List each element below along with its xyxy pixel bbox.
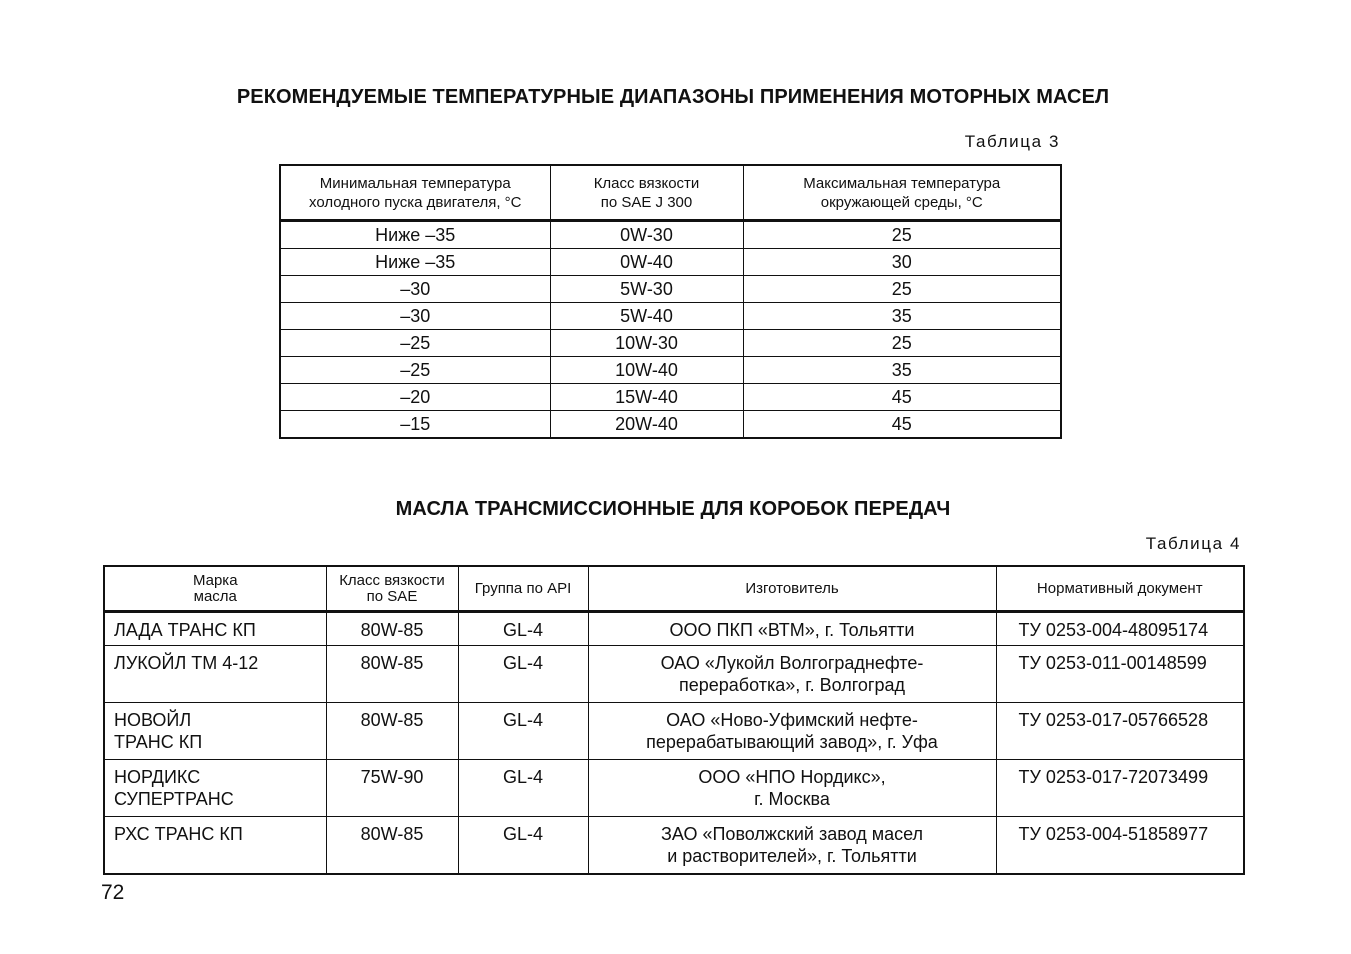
table-row	[280, 221, 1061, 249]
motor-oil-temperature-table	[279, 164, 1062, 439]
cell-max-temp: 45	[743, 411, 1061, 439]
table-row	[104, 817, 1244, 875]
header-doc: Нормативный документ	[996, 566, 1244, 612]
table-row	[280, 411, 1061, 439]
table-row	[104, 703, 1244, 760]
cell-viscosity: 10W-30	[550, 330, 743, 357]
table-row	[280, 303, 1061, 330]
cell-maker: ОАО «Ново-Уфимский нефте- перерабатывающий завод», г. Уфа	[588, 703, 996, 760]
cell-max-temp: 35	[743, 357, 1061, 384]
table-row	[280, 330, 1061, 357]
header-sae: Класс вязкости по SAE	[326, 566, 458, 612]
cell-brand: НОРДИКС СУПЕРТРАНС	[104, 760, 326, 817]
header-min-temp: Минимальная температура холодного пуска двигателя, °С	[280, 165, 550, 221]
heading-transmission-oils: МАСЛА ТРАНСМИССИОННЫЕ ДЛЯ КОРОБОК ПЕРЕДАЧ	[395, 498, 951, 520]
cell-max-temp: 45	[743, 384, 1061, 411]
table-row	[104, 612, 1244, 646]
cell-max-temp: 30	[743, 249, 1061, 276]
transmission-oil-table	[103, 565, 1245, 875]
cell-min-temp: –15	[280, 411, 550, 439]
cell-min-temp: –20	[280, 384, 550, 411]
table-row	[280, 276, 1061, 303]
cell-max-temp: 25	[743, 221, 1061, 249]
cell-viscosity: 0W-40	[550, 249, 743, 276]
cell-viscosity: 15W-40	[550, 384, 743, 411]
cell-sae: 80W-85	[326, 817, 458, 875]
cell-api: GL-4	[458, 703, 588, 760]
cell-sae: 80W-85	[326, 703, 458, 760]
header-brand: Марка масла	[104, 566, 326, 612]
cell-brand: ЛАДА ТРАНС КП	[104, 612, 326, 646]
cell-min-temp: Ниже –35	[280, 221, 550, 249]
table-row	[280, 357, 1061, 384]
cell-doc: ТУ 0253-017-05766528	[996, 703, 1244, 760]
cell-viscosity: 20W-40	[550, 411, 743, 439]
cell-api: GL-4	[458, 612, 588, 646]
page-number: 72	[101, 881, 125, 904]
cell-max-temp: 25	[743, 330, 1061, 357]
table-row	[104, 646, 1244, 703]
cell-max-temp: 35	[743, 303, 1061, 330]
header-maker: Изготовитель	[588, 566, 996, 612]
cell-maker: ЗАО «Поволжский завод масел и растворителей», г. Тольятти	[588, 817, 996, 875]
cell-api: GL-4	[458, 760, 588, 817]
cell-api: GL-4	[458, 646, 588, 703]
cell-max-temp: 25	[743, 276, 1061, 303]
cell-doc: ТУ 0253-004-51858977	[996, 817, 1244, 875]
cell-api: GL-4	[458, 817, 588, 875]
table-row	[104, 760, 1244, 817]
cell-maker: ОАО «Лукойл Волгограднефте- переработка», г. Волгоград	[588, 646, 996, 703]
cell-maker: ООО ПКП «ВТМ», г. Тольятти	[588, 612, 996, 646]
header-viscosity: Класс вязкости по SAE J 300	[550, 165, 743, 221]
cell-min-temp: –25	[280, 330, 550, 357]
heading-motor-oils: РЕКОМЕНДУЕМЫЕ ТЕМПЕРАТУРНЫЕ ДИАПАЗОНЫ ПРИМЕНЕНИЯ МОТОРНЫХ МАСЕЛ	[236, 86, 1110, 108]
table-header-row	[280, 165, 1061, 221]
cell-min-temp: –30	[280, 276, 550, 303]
header-max-temp: Максимальная температура окружающей среды, °С	[743, 165, 1061, 221]
cell-min-temp: –25	[280, 357, 550, 384]
cell-brand: НОВОЙЛ ТРАНС КП	[104, 703, 326, 760]
table-header-row	[104, 566, 1244, 612]
cell-viscosity: 5W-30	[550, 276, 743, 303]
table4-caption: Таблица 4	[1145, 534, 1241, 553]
cell-min-temp: –30	[280, 303, 550, 330]
table-row	[280, 384, 1061, 411]
cell-sae: 80W-85	[326, 612, 458, 646]
cell-doc: ТУ 0253-017-72073499	[996, 760, 1244, 817]
table-row	[280, 249, 1061, 276]
cell-doc: ТУ 0253-011-00148599	[996, 646, 1244, 703]
header-api: Группа по API	[458, 566, 588, 612]
cell-doc: ТУ 0253-004-48095174	[996, 612, 1244, 646]
table3-caption: Таблица 3	[964, 132, 1060, 151]
cell-min-temp: Ниже –35	[280, 249, 550, 276]
cell-sae: 80W-85	[326, 646, 458, 703]
cell-brand: ЛУКОЙЛ ТМ 4-12	[104, 646, 326, 703]
cell-sae: 75W-90	[326, 760, 458, 817]
cell-viscosity: 5W-40	[550, 303, 743, 330]
cell-brand: РХС ТРАНС КП	[104, 817, 326, 875]
cell-viscosity: 10W-40	[550, 357, 743, 384]
cell-viscosity: 0W-30	[550, 221, 743, 249]
cell-maker: ООО «НПО Нордикс», г. Москва	[588, 760, 996, 817]
